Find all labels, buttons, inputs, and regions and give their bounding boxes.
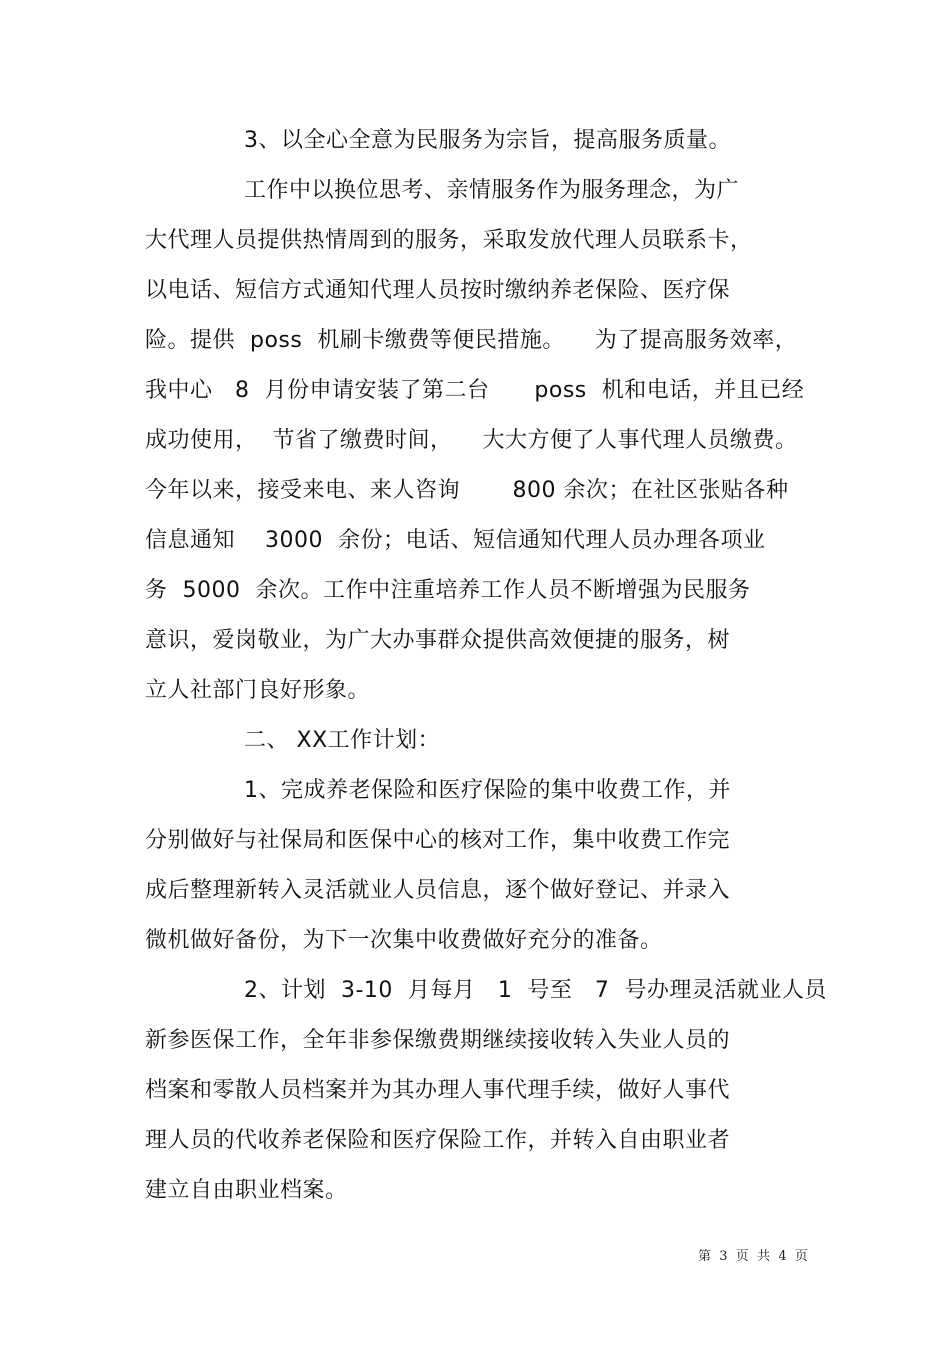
body-line: 成功使用， 节省了缴费时间， 大大方便了人事代理人员缴费。	[145, 428, 798, 453]
body-line: 成后整理新转入灵活就业人员信息，逐个做好登记、并录入	[145, 878, 731, 903]
body-line: 新参医保工作，全年非参保缴费期继续接收转入失业人员的	[145, 1028, 731, 1053]
body-line: 今年以来，接受来电、来人咨询 800 余次；在社区张贴各种	[145, 478, 789, 503]
body-line: 大代理人员提供热情周到的服务，采取发放代理人员联系卡，	[145, 228, 753, 253]
body-line: 立人社部门良好形象。	[145, 678, 371, 703]
section-heading: 二、 XX工作计划：	[244, 728, 441, 753]
body-line: 微机做好备份，为下一次集中收费做好充分的准备。	[145, 928, 663, 953]
body-line: 险。提供 poss 机刷卡缴费等便民措施。 为了提高服务效率，	[145, 328, 798, 353]
body-line: 我中心 8 月份申请安装了第二台 poss 机和电话，并且已经	[145, 378, 805, 403]
body-line: 务 5000 余次。工作中注重培养工作人员不断增强为民服务	[145, 578, 751, 603]
body-line: 以电话、短信方式通知代理人员按时缴纳养老保险、医疗保	[145, 278, 731, 303]
page-number: 第 3 页 共 4 页	[698, 1249, 808, 1264]
body-line: 意识，爱岗敬业，为广大办事群众提供高效便捷的服务，树	[145, 628, 731, 653]
body-line: 建立自由职业档案。	[145, 1178, 348, 1203]
body-line: 2、计划 3-10 月每月 1 号至 7 号办理灵活就业人员	[244, 978, 827, 1003]
body-line: 信息通知 3000 余份；电话、短信通知代理人员办理各项业	[145, 528, 766, 553]
body-line: 1、完成养老保险和医疗保险的集中收费工作，并	[244, 778, 731, 803]
body-line: 分别做好与社保局和医保中心的核对工作，集中收费工作完	[145, 828, 731, 853]
body-line: 工作中以换位思考、亲情服务作为服务理念，为广	[244, 178, 740, 203]
body-line: 档案和零散人员档案并为其办理人事代理手续，做好人事代	[145, 1078, 731, 1103]
body-line: 理人员的代收养老保险和医疗保险工作，并转入自由职业者	[145, 1128, 731, 1153]
body-line: 3、以全心全意为民服务为宗旨，提高服务质量。	[244, 128, 731, 153]
